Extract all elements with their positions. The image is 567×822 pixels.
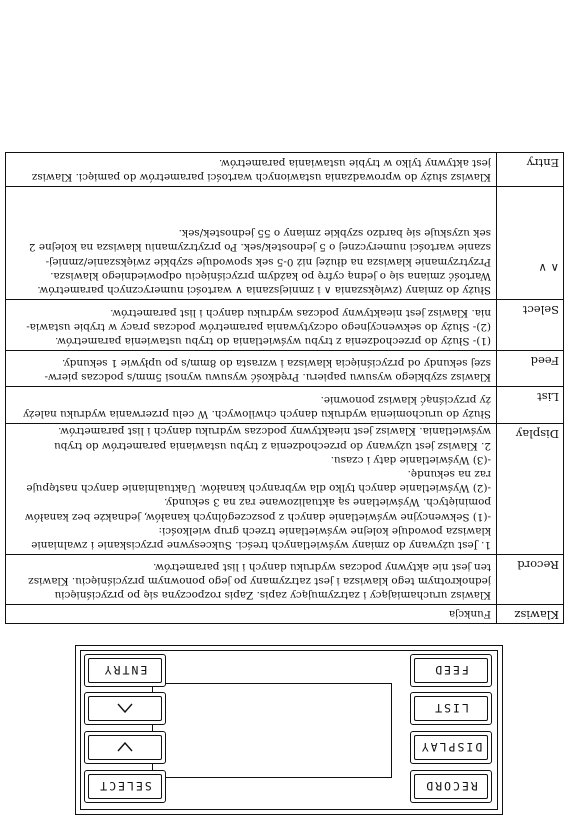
- desc-line: raz na sekundę.: [407, 467, 491, 480]
- table-row-record: [6, 555, 563, 605]
- desc-line: Wartość zmiana się o jedną cyfrę po każdym przyciśnięciu odpowiedniego klawisza.: [50, 269, 491, 282]
- select-button[interactable]: [84, 770, 166, 803]
- desc-list: [8, 393, 491, 421]
- display-label: DISPLAY: [419, 740, 483, 755]
- desc-display: [8, 424, 491, 552]
- desc-line: (1)- Służy do przechodzenia z trybu wyświetlania do trybu ustawienia parametrów.: [55, 335, 491, 347]
- record-label: RECORD: [424, 779, 478, 794]
- desc-line: Służy do uruchomienia wydruku danych chwilowych. W celu przerwania wydruku należy: [23, 408, 491, 420]
- keypad-panel: [75, 645, 503, 815]
- list-button[interactable]: [410, 692, 492, 725]
- desc-line: Klawisz uruchamiający i zatrzymujący zapis. Zapis rozpoczyna się po przyciśnięciu: [54, 589, 491, 601]
- desc-record: [8, 559, 491, 602]
- key-select: Select: [522, 303, 559, 317]
- desc-line: ży przyciśnąć klawisz ponownie.: [320, 393, 491, 406]
- key-feed: Feed: [530, 354, 559, 368]
- desc-line: 2. Klawisz jest używany do przechodzenia z trybu ustawiania parametrów do trybu: [54, 439, 491, 452]
- desc-line: -(1) Sekwencyjne wyświetlanie danych z poszczególnych kanałów, jednakże bez kanałów: [24, 510, 491, 523]
- entry-button[interactable]: [84, 654, 166, 687]
- table-header-row: [6, 605, 563, 623]
- key-display: Display: [515, 427, 559, 441]
- desc-line: -(2) Wyświetlanie danych tylko dla wybranych kanałów. Uaktualnianie danych następuje: [26, 482, 491, 495]
- desc-line: (2)- Służy do sekwencyjnego odczytywania parametrów podczas pracy w trybie ustawia-: [26, 320, 491, 333]
- down-button[interactable]: [84, 731, 166, 764]
- desc-line: -(3) Wyświetlanie daty i czasu.: [330, 453, 491, 466]
- list-label: LIST: [433, 701, 469, 716]
- desc-line: Klawisz szybkiego wysuwu papieru. Prędkość wysuwu wynosi 5mm/s podczas pierw-: [44, 371, 491, 383]
- desc-line: nia. Klawisz jest nieaktywny podczas wydruku danych i list parametrów.: [110, 306, 491, 319]
- desc-line: wyświetlania. Klawisz jest nieaktywny podczas wydruku danych i list parametrów.: [58, 425, 491, 438]
- up-button[interactable]: [84, 692, 166, 725]
- key-record: Record: [517, 558, 559, 572]
- desc-line: 1. Jest używany do zmiany wyświetlanych treści. Sukcesywne przyciskanie i zwalnianie: [31, 539, 491, 551]
- desc-line: szej sekundy od przyciśnięcia klawisza i wzrasta do 8mm/s po upływie 1 sekundy.: [61, 356, 491, 369]
- key-function-table: [5, 152, 564, 624]
- desc-line: jest aktywny tylko w trybie ustawiania parametrów.: [218, 156, 491, 169]
- table-row-entry: [6, 153, 563, 187]
- entry-label: ENTRY: [102, 663, 148, 678]
- table-row-arrows: [6, 187, 563, 300]
- table-row-list: [6, 387, 563, 424]
- desc-arrows: [8, 226, 491, 297]
- header-key: Klawisz: [514, 608, 559, 622]
- key-list: List: [537, 390, 559, 404]
- record-button[interactable]: [410, 770, 492, 803]
- desc-line: pominiętych. Wyświetlane są aktualizowane raz na 3 sekundy.: [164, 496, 491, 509]
- desc-line: klawisza powoduje kolejne wyświetlanie trzech grup wielkości:: [158, 524, 491, 537]
- desc-entry: [8, 156, 491, 184]
- chevron-down-icon: [117, 743, 133, 753]
- table-row-select: [6, 300, 563, 351]
- desc-line: szanie wartości numerycznej o 5 jednostek/sek. Po przytrzymaniu klawisza na kolejne 2: [28, 241, 491, 254]
- desc-line: ten jest nie aktywny podczas wydruku danych i list parametrów.: [153, 560, 491, 573]
- desc-line: sek uzyskuje się bardzo szybkie zmiany o 55 jednostek/sek.: [178, 227, 491, 240]
- desc-line: Służy do zmiany (zwiększania ∧ i zmniejszania ∨ wartości numerycznych parametrów.: [37, 284, 491, 296]
- display-button[interactable]: [410, 731, 492, 764]
- chevron-up-icon: [117, 704, 133, 714]
- select-label: SELECT: [98, 779, 152, 794]
- key-entry: Entry: [526, 156, 559, 170]
- desc-line: Przytrzymanie klawisza na dłużej niż 0-5 sek spowoduje szybkie zwiększanie/zmniej-: [45, 255, 491, 268]
- table-row-display: [6, 424, 563, 555]
- desc-line: Klawisz służy do wprowadzania ustawionych wartości parametrów do pamięci. Klawisz: [31, 171, 491, 183]
- header-desc: Funkcja: [448, 608, 491, 620]
- feed-label: FEED: [433, 663, 469, 678]
- desc-select: [8, 305, 491, 348]
- desc-feed: [8, 356, 491, 384]
- lcd-display: [152, 683, 392, 778]
- desc-line: jednokrotnym tego klawisza i jest zatrzymany po jego ponownym przyciśnięciu. Klawisz: [28, 574, 491, 587]
- key-arrows: ∧ ∨: [538, 261, 559, 275]
- table-row-feed: [6, 351, 563, 387]
- feed-button[interactable]: [410, 654, 492, 687]
